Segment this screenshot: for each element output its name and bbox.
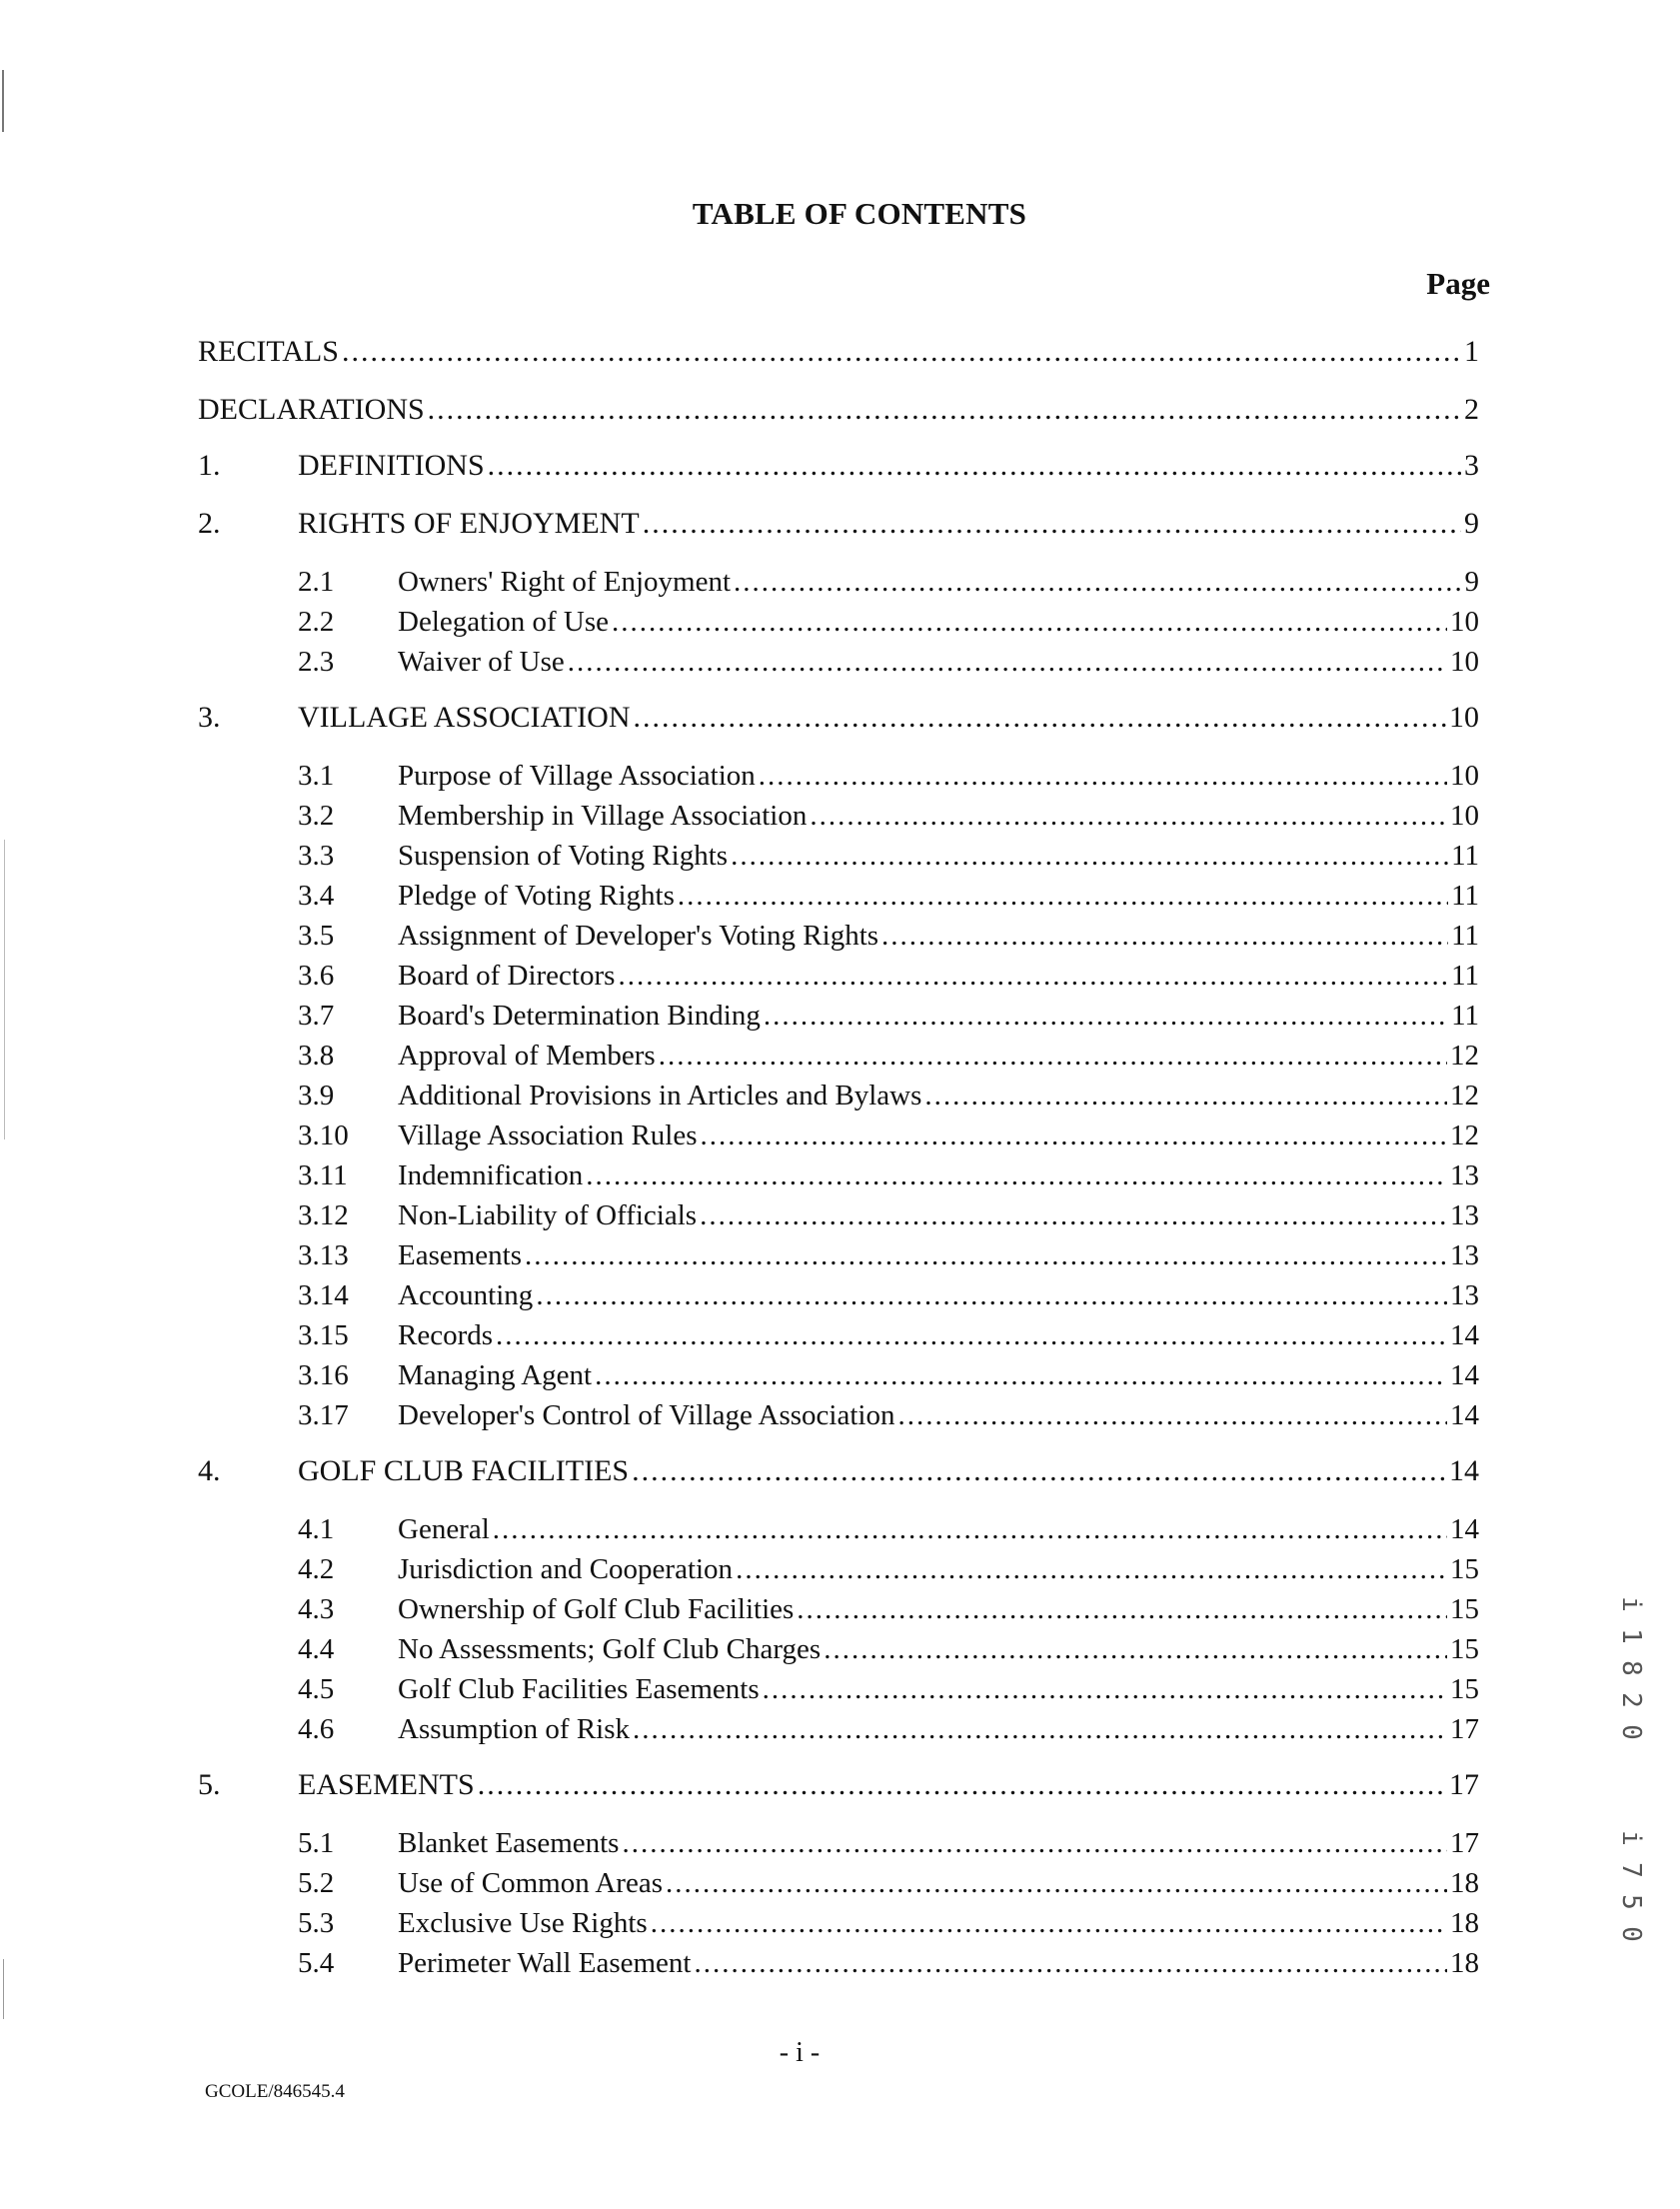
toc-subentry: 3.2 Membership in Village Association ..... 10 <box>298 796 1479 836</box>
toc-subentry: 3.1 Purpose of Village Association ..... 10 <box>298 756 1479 796</box>
toc-entry: 2. RIGHTS OF ENJOYMENT ..... 9 <box>198 504 1479 544</box>
toc-subentry: 3.13 Easements ..... 13 <box>298 1235 1479 1275</box>
scan-margin-mark <box>4 840 5 1139</box>
page-column-label: Page <box>1426 266 1490 301</box>
toc-subentry: 3.4 Pledge of Voting Rights ..... 11 <box>298 876 1479 916</box>
toc-subentry: 3.17 Developer's Control of Village Association ..... 14 <box>298 1395 1479 1435</box>
stamp-char: 7 <box>1616 1862 1646 1878</box>
stamp-char: 2 <box>1616 1692 1646 1708</box>
toc-subentry: 3.6 Board of Directors ..... 11 <box>298 956 1479 996</box>
toc-subentry: 4.6 Assumption of Risk ..... 17 <box>298 1709 1479 1749</box>
toc-subentry: 2.3 Waiver of Use ..... 10 <box>298 642 1479 682</box>
stamp-char: i <box>1616 1596 1646 1612</box>
toc-entry: 5. EASEMENTS ..... 17 <box>198 1765 1479 1805</box>
toc-entry: DECLARATIONS ..... 2 <box>198 390 1479 430</box>
toc-subentry: 4.2 Jurisdiction and Cooperation ..... 15 <box>298 1549 1479 1589</box>
toc-subentry: 3.7 Board's Determination Binding ..... 11 <box>298 996 1479 1036</box>
toc-entry: RECITALS ..... 1 <box>198 332 1479 372</box>
toc-subentry: 4.3 Ownership of Golf Club Facilities ..... 15 <box>298 1589 1479 1629</box>
toc-subentry: 4.1 General ..... 14 <box>298 1509 1479 1549</box>
toc-subentry: 5.1 Blanket Easements ..... 17 <box>298 1823 1479 1863</box>
toc-subentry: 3.15 Records ..... 14 <box>298 1315 1479 1355</box>
toc-subentry: 5.3 Exclusive Use Rights ..... 18 <box>298 1903 1479 1943</box>
page-number: - i - <box>779 2037 821 2068</box>
toc-subentry: 3.16 Managing Agent ..... 14 <box>298 1355 1479 1395</box>
toc-subentry: 3.9 Additional Provisions in Articles and Bylaws ..... 12 <box>298 1076 1479 1115</box>
toc-subentry: 3.14 Accounting ..... 13 <box>298 1275 1479 1315</box>
toc-subentry: 5.2 Use of Common Areas ..... 18 <box>298 1863 1479 1903</box>
toc-subentry: 4.5 Golf Club Facilities Easements ..... 15 <box>298 1669 1479 1709</box>
stamp-char: 0 <box>1616 1926 1646 1942</box>
toc-subentry: 5.4 Perimeter Wall Easement ..... 18 <box>298 1943 1479 1983</box>
stamp-char: 0 <box>1616 1724 1646 1740</box>
toc-entry: 4. GOLF CLUB FACILITIES ..... 14 <box>198 1451 1479 1491</box>
stamp-char: i <box>1616 1830 1646 1846</box>
toc-subentry: 3.5 Assignment of Developer's Voting Rights ..... 11 <box>298 916 1479 956</box>
toc-subentry: 3.12 Non-Liability of Officials ..... 13 <box>298 1195 1479 1235</box>
scan-margin-mark <box>3 1959 4 2019</box>
toc-entry: 3. VILLAGE ASSOCIATION ..... 10 <box>198 698 1479 738</box>
scan-margin-mark <box>2 70 4 132</box>
stamp-char: 1 <box>1616 1628 1646 1644</box>
toc-subentry: 3.3 Suspension of Voting Rights ..... 11 <box>298 836 1479 876</box>
toc-subentry: 3.11 Indemnification ..... 13 <box>298 1155 1479 1195</box>
toc-subentry: 4.4 No Assessments; Golf Club Charges ..... 15 <box>298 1629 1479 1669</box>
side-stamp <box>1613 1589 1649 1949</box>
toc-entry: 1. DEFINITIONS ..... 3 <box>198 446 1479 486</box>
toc-subentry: 2.1 Owners' Right of Enjoyment ..... 9 <box>298 562 1479 602</box>
document-id: GCOLE/846545.4 <box>205 2081 345 2102</box>
toc-subentry: 3.10 Village Association Rules ..... 12 <box>298 1115 1479 1155</box>
toc-subentry: 3.8 Approval of Members ..... 12 <box>298 1036 1479 1076</box>
stamp-char: 5 <box>1616 1894 1646 1910</box>
stamp-char: 8 <box>1616 1660 1646 1676</box>
toc-subentry: 2.2 Delegation of Use ..... 10 <box>298 602 1479 642</box>
page-title: TABLE OF CONTENTS <box>692 196 1027 231</box>
